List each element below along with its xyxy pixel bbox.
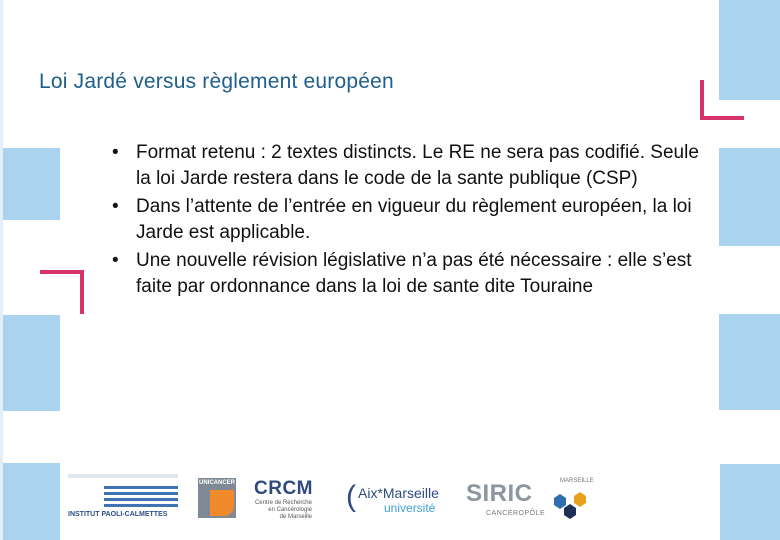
slide-title: Loi Jardé versus règlement européen [39,70,394,93]
bullet-text: Une nouvelle révision législative n’a pas été nécessaire : elle s’est faite par ordonnance dans la loi de sante dite Touraine [136,250,692,297]
crcm-sub-1: Centre de Recherche [254,500,312,506]
bullet-marker: • [112,250,119,271]
corner-bracket-top-right [700,80,744,120]
bullet-text: Format retenu : 2 textes distincts. Le RE ne sera pas codifié. Seule la loi Jarde restera dans le code de la sante publique (CSP) [136,142,699,189]
siric-label: SIRIC [466,480,533,507]
deco-block-left-upper [0,148,60,220]
crcm-sub-2: en Cancérologie [268,507,312,513]
siric-tag: MARSEILLE [560,478,594,484]
amu-logo [346,480,461,520]
bullet-item [108,140,718,192]
deco-block-bottom-left [0,463,60,540]
amu-label-top: Aix*Marseille [358,485,439,501]
corner-bracket-left [40,270,84,314]
crcm-logo [254,478,334,536]
bullet-marker: • [112,196,119,217]
bullet-item [108,248,718,300]
deco-block-right-mid [719,148,780,246]
ipc-logo [68,474,178,526]
crcm-sub-3: de Marseille [279,514,312,520]
amu-label-bottom: université [384,501,436,515]
bullet-item [108,194,718,246]
bullet-marker: • [112,142,119,163]
bullet-text: Dans l’attente de l’entrée en vigueur du règlement européen, la loi Jarde est applicable. [136,196,692,243]
deco-thin-line-left [0,0,3,540]
bullet-list [108,140,718,302]
siric-hexagon-icon [544,486,594,522]
deco-block-left-lower [0,315,60,411]
siric-logo [466,478,596,530]
siric-sub: CANCÉROPÔLE [486,510,546,517]
unicancer-logo [198,478,236,518]
ipc-label: INSTITUT PAOLI-CALMETTES [68,511,168,518]
deco-block-bottom-right [720,464,780,540]
unicancer-label: UNICANCER [199,480,235,486]
amu-bracket-icon: ( [346,480,356,513]
logo-strip [64,468,604,540]
crcm-label: CRCM [254,478,313,499]
deco-block-right-lower [719,314,780,410]
